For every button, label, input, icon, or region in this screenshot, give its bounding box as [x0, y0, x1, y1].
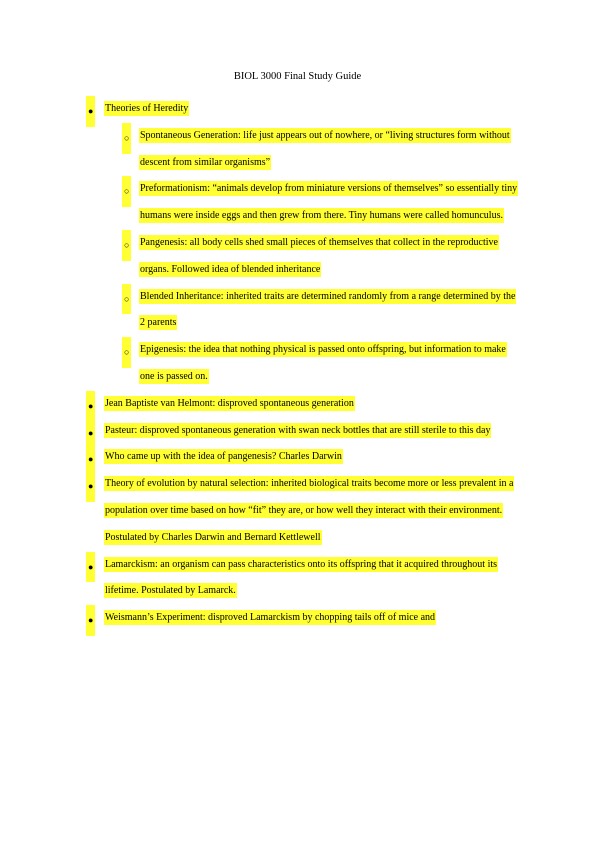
hollow-bullet-icon: ○ [122, 123, 131, 154]
highlighted-text: Pangenesis: all body cells shed small pieces of themselves that collect in the reproductive organs. Followed idea of blended inheritance [140, 236, 498, 275]
bullet-item [0, 96, 595, 123]
filled-bullet-icon: ● [86, 605, 95, 636]
bullet-item [0, 552, 595, 606]
document-title: BIOL 3000 Final Study Guide [233, 71, 362, 82]
filled-bullet-icon: ● [86, 96, 95, 127]
filled-bullet-icon: ● [86, 444, 95, 475]
highlighted-text: Blended Inheritance: inherited traits are determined randomly from a range determined by the 2 parents [140, 290, 516, 329]
highlighted-text: Jean Baptiste van Helmont: disproved spontaneous generation [105, 397, 354, 409]
bullet-item [0, 471, 595, 551]
hollow-bullet-icon: ○ [122, 284, 131, 315]
sub-bullet-item [0, 176, 595, 230]
bullet-item [0, 605, 595, 632]
hollow-bullet-icon: ○ [122, 176, 131, 207]
highlighted-text: Who came up with the idea of pangenesis? Charles Darwin [105, 451, 342, 463]
bullet-list [0, 96, 595, 632]
highlighted-text: Pasteur: disproved spontaneous generation with swan neck bottles that are still sterile to this day [105, 424, 491, 436]
sub-bullet-item [0, 123, 595, 177]
hollow-bullet-icon: ○ [122, 337, 131, 368]
highlighted-text: Weismann’s Experiment: disproved Lamarckism by chopping tails off of mice and [105, 612, 436, 624]
hollow-bullet-icon: ○ [122, 230, 131, 261]
sub-bullet-item [0, 284, 595, 338]
highlighted-text: Theories of Heredity [105, 103, 189, 114]
sub-bullet-item [0, 230, 595, 284]
filled-bullet-icon: ● [86, 471, 95, 502]
sub-bullet-item [0, 337, 595, 391]
bullet-item [0, 418, 595, 445]
bullet-item [0, 444, 595, 471]
filled-bullet-icon: ● [86, 552, 95, 583]
highlighted-text: Spontaneous Generation: life just appears out of nowhere, or “living structures form without descent from similar organisms” [140, 129, 510, 168]
highlighted-text: Preformationism: “animals develop from miniature versions of themselves” so essentially tiny humans were inside eggs and then grew from there. Tiny humans were called homunculus. [140, 183, 518, 222]
highlighted-text: Theory of evolution by natural selection: inherited biological traits become more or less prevalent in a population over time based on how “fit” they are, or how well they interact with their environment. Postulated by Charles Darwin and Bernard Kettlewell [105, 478, 514, 543]
bullet-item [0, 391, 595, 418]
highlighted-text: Epigenesis: the idea that nothing physical is passed onto offspring, but information to make one is passed on. [140, 344, 506, 382]
filled-bullet-icon: ● [86, 418, 95, 449]
filled-bullet-icon: ● [86, 391, 95, 422]
highlighted-text: Lamarckism: an organism can pass characteristics onto its offspring that it acquired throughout its lifetime. Postulated by Lamarck. [105, 558, 498, 597]
